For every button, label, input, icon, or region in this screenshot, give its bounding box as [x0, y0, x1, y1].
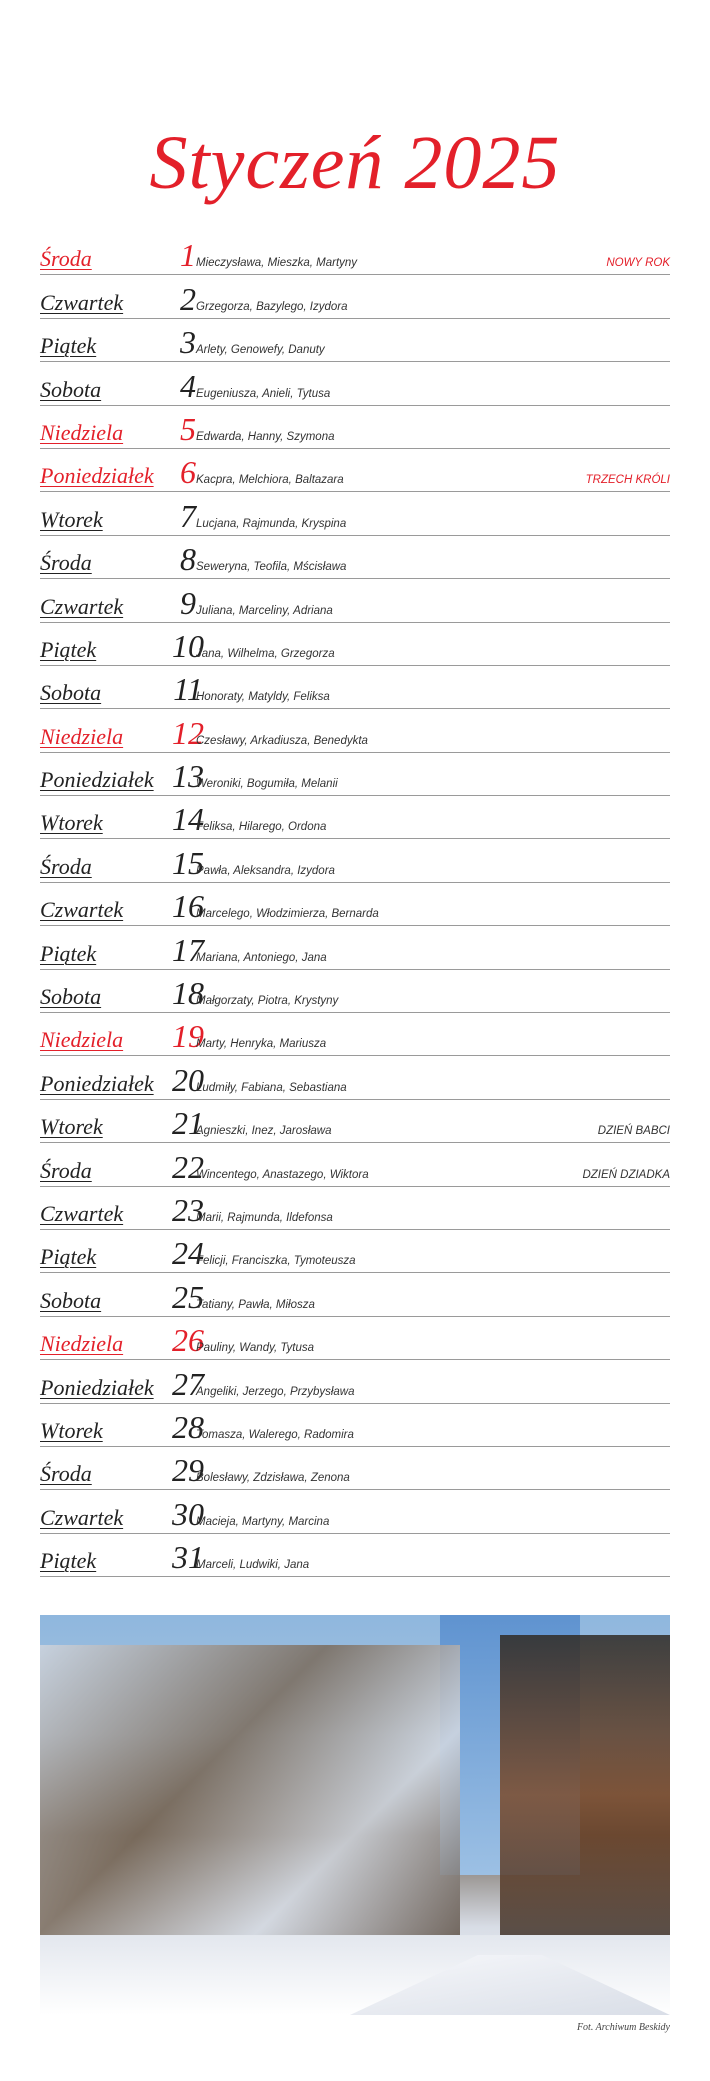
nameday-names: Mariana, Antoniego, Jana: [196, 951, 327, 964]
weekday-label: Wtorek: [40, 1417, 103, 1443]
day-number: 14: [172, 801, 204, 838]
day-row: [40, 319, 670, 362]
nameday-names: Ludmiły, Fabiana, Sebastiana: [196, 1081, 347, 1094]
weekday-label: Środa: [40, 1157, 92, 1183]
nameday-names: Jana, Wilhelma, Grzegorza: [196, 647, 335, 660]
day-number: 4: [180, 367, 196, 404]
weekday-label: Piątek: [40, 940, 97, 966]
day-row: [40, 970, 670, 1013]
photo-forest-left: [40, 1645, 460, 1945]
day-row: [40, 883, 670, 926]
day-number: 19: [172, 1018, 204, 1055]
weekday-label: Poniedziałek: [40, 463, 154, 489]
nameday-names: Edwarda, Hanny, Szymona: [196, 430, 335, 443]
nameday-names: Bolesławy, Zdzisława, Zenona: [196, 1472, 350, 1485]
weekday-label: Czwartek: [40, 1200, 124, 1226]
day-number: 16: [172, 888, 204, 925]
holiday-label: TRZECH KRÓLI: [585, 474, 670, 487]
nameday-names: Marii, Rajmunda, Ildefonsa: [196, 1211, 333, 1224]
day-row: [40, 1273, 670, 1316]
day-row: [40, 1056, 670, 1099]
weekday-label: Środa: [40, 550, 92, 576]
day-row: [40, 666, 670, 709]
nameday-names: Felicji, Franciszka, Tymoteusza: [196, 1255, 356, 1268]
day-number: 17: [172, 931, 204, 968]
day-number: 7: [180, 497, 196, 534]
nameday-names: Lucjana, Rajmunda, Kryspina: [196, 517, 347, 530]
holiday-label: DZIEŃ DZIADKA: [582, 1168, 670, 1181]
weekday-label: Poniedziałek: [40, 1374, 154, 1400]
weekday-label: Sobota: [40, 680, 102, 706]
day-row: [40, 1534, 670, 1577]
photo-caption: Fot. Archiwum Beskidy: [576, 2022, 670, 2033]
day-number: 10: [172, 627, 204, 664]
day-number: 23: [172, 1191, 204, 1228]
nameday-names: Agnieszki, Inez, Jarosława: [196, 1125, 332, 1138]
nameday-names: Honoraty, Matyldy, Feliksa: [196, 691, 330, 704]
nameday-names: Grzegorza, Bazylego, Izydora: [196, 300, 348, 313]
nameday-names: Marceli, Ludwiki, Jana: [196, 1559, 310, 1572]
day-number: 1: [180, 237, 196, 274]
nameday-names: Arlety, Genowefy, Danuty: [196, 344, 325, 357]
day-number: 6: [180, 454, 196, 491]
day-row: [40, 623, 670, 666]
weekday-label: Piątek: [40, 1548, 97, 1574]
calendar-title: Styczeń 2025: [149, 121, 561, 205]
weekday-label: Środa: [40, 246, 92, 272]
day-row: [40, 1230, 670, 1273]
day-number: 13: [172, 758, 204, 795]
day-row: [40, 796, 670, 839]
day-number: 30: [172, 1495, 204, 1532]
weekday-label: Wtorek: [40, 506, 103, 532]
day-row: [40, 1317, 670, 1360]
day-row: [40, 1490, 670, 1533]
day-number: 31: [172, 1539, 204, 1576]
day-row: [40, 406, 670, 449]
winter-forest-photo: [40, 1615, 670, 2015]
day-row: [40, 232, 670, 275]
holiday-label: DZIEŃ BABCI: [597, 1125, 670, 1138]
day-row: [40, 449, 670, 492]
nameday-names: Tatiany, Pawła, Miłosza: [196, 1298, 315, 1311]
day-number: 11: [173, 671, 203, 708]
day-number: 29: [172, 1452, 204, 1489]
day-number: 5: [180, 410, 196, 447]
weekday-label: Niedziela: [40, 1331, 124, 1357]
day-row: [40, 753, 670, 796]
nameday-names: Seweryna, Teofila, Mścisława: [196, 561, 347, 574]
day-number: 20: [172, 1061, 204, 1098]
nameday-names: Feliksa, Hilarego, Ordona: [196, 821, 327, 834]
day-number: 8: [180, 541, 196, 578]
weekday-label: Niedziela: [40, 1027, 124, 1053]
day-row: [40, 709, 670, 752]
day-number: 2: [180, 280, 196, 317]
day-row: [40, 839, 670, 882]
day-number: 26: [172, 1322, 204, 1359]
weekday-label: Czwartek: [40, 593, 124, 619]
weekday-label: Czwartek: [40, 897, 124, 923]
weekday-label: Poniedziałek: [40, 767, 154, 793]
nameday-names: Tomasza, Walerego, Radomira: [196, 1428, 354, 1441]
day-number: 22: [172, 1148, 204, 1185]
day-number: 25: [172, 1278, 204, 1315]
day-row: [40, 275, 670, 318]
weekday-label: Poniedziałek: [40, 1070, 154, 1096]
day-row: [40, 1187, 670, 1230]
weekday-label: Czwartek: [40, 1504, 124, 1530]
day-row: [40, 1404, 670, 1447]
photo-forest-right: [500, 1635, 670, 1955]
nameday-names: Weroniki, Bogumiła, Melanii: [196, 778, 338, 791]
weekday-label: Czwartek: [40, 289, 124, 315]
weekday-label: Piątek: [40, 333, 97, 359]
day-number: 27: [172, 1365, 204, 1402]
nameday-names: Marcelego, Włodzimierza, Bernarda: [196, 908, 379, 921]
nameday-names: Pauliny, Wandy, Tytusa: [196, 1342, 315, 1355]
nameday-names: Wincentego, Anastazego, Wiktora: [196, 1168, 369, 1181]
day-number: 3: [180, 324, 196, 361]
weekday-label: Sobota: [40, 984, 102, 1010]
nameday-names: Angeliki, Jerzego, Przybysława: [196, 1385, 355, 1398]
day-row: [40, 1447, 670, 1490]
weekday-label: Środa: [40, 853, 92, 879]
day-number: 12: [172, 714, 204, 751]
day-row: [40, 579, 670, 622]
nameday-names: Macieja, Martyny, Marcina: [196, 1515, 330, 1528]
nameday-names: Marty, Henryka, Mariusza: [196, 1038, 327, 1051]
weekday-label: Niedziela: [40, 419, 124, 445]
holiday-label: NOWY ROK: [606, 257, 670, 270]
weekday-label: Niedziela: [40, 723, 124, 749]
day-row: [40, 492, 670, 535]
day-number: 21: [172, 1105, 204, 1142]
nameday-names: Juliana, Marceliny, Adriana: [196, 604, 333, 617]
nameday-names: Pawła, Aleksandra, Izydora: [196, 864, 335, 877]
day-number: 24: [172, 1235, 204, 1272]
weekday-label: Sobota: [40, 376, 102, 402]
day-number: 28: [172, 1408, 204, 1445]
day-row: [40, 1360, 670, 1403]
day-row: [40, 1143, 670, 1186]
day-number: 15: [172, 844, 204, 881]
weekday-label: Sobota: [40, 1287, 102, 1313]
weekday-label: Wtorek: [40, 810, 103, 836]
day-row: [40, 926, 670, 969]
day-row: [40, 362, 670, 405]
weekday-label: Środa: [40, 1461, 92, 1487]
nameday-names: Kacpra, Melchiora, Baltazara: [196, 474, 344, 487]
weekday-label: Wtorek: [40, 1114, 103, 1140]
weekday-label: Piątek: [40, 636, 97, 662]
day-row: [40, 536, 670, 579]
day-list: [40, 232, 670, 1577]
weekday-label: Piątek: [40, 1244, 97, 1270]
nameday-names: Mieczysława, Mieszka, Martyny: [196, 257, 358, 270]
day-row: [40, 1100, 670, 1143]
nameday-names: Czesławy, Arkadiusza, Benedykta: [196, 734, 368, 747]
nameday-names: Małgorzaty, Piotra, Krystyny: [196, 995, 339, 1008]
day-number: 9: [180, 584, 196, 621]
nameday-names: Eugeniusza, Anieli, Tytusa: [196, 387, 331, 400]
day-row: [40, 1013, 670, 1056]
day-number: 18: [172, 975, 204, 1012]
